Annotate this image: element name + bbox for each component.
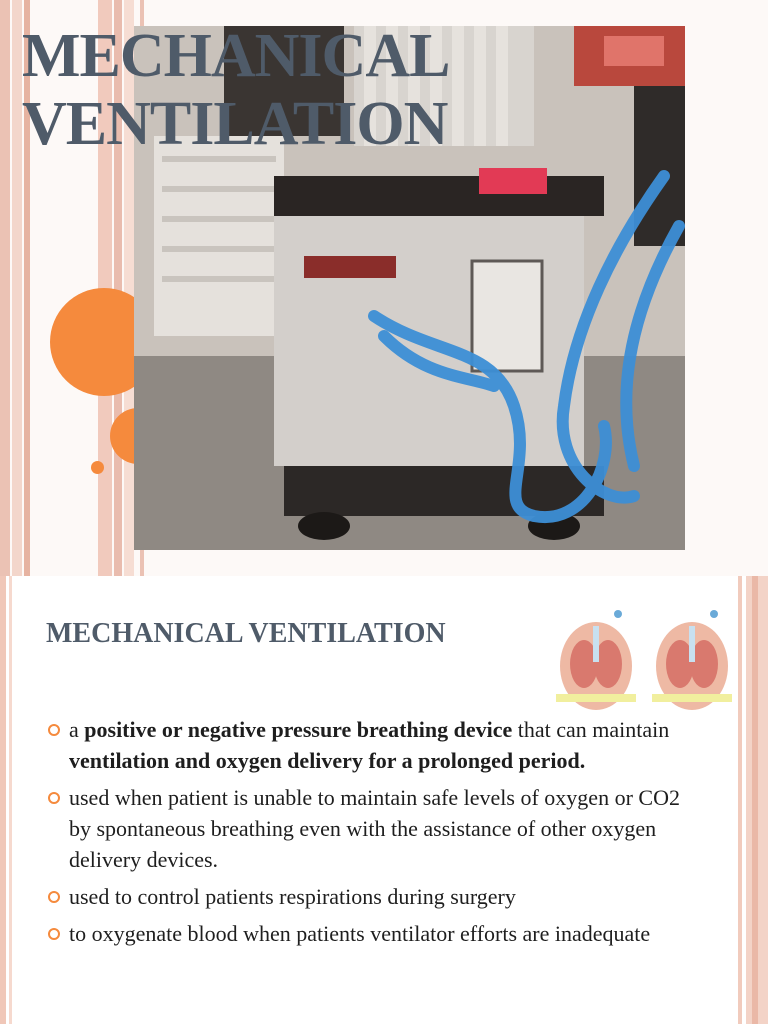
decorative-stripe (752, 576, 758, 1024)
decorative-stripe (0, 576, 6, 1024)
bullet-bold-text: ventilation and oxygen delivery for a prolonged period. (69, 748, 586, 773)
slide-2 (0, 576, 768, 1024)
list-item (46, 918, 686, 949)
bullet-icon (48, 891, 60, 903)
decorative-stripe (738, 576, 742, 1024)
bullet-list (46, 714, 686, 955)
bullet-text: to oxygenate blood when patients ventilator efforts are inadequate (69, 921, 651, 946)
bullet-text: a (69, 717, 85, 742)
decorative-stripe (9, 576, 12, 1024)
list-item (46, 782, 686, 875)
decorative-circle-small (91, 461, 104, 474)
decorative-stripe (12, 0, 22, 576)
bullet-bold-text: positive or negative pressure breathing device (84, 717, 513, 742)
bullet-text: used when patient is unable to maintain safe levels of oxygen or CO2 by spontaneous breathing even with the assistance of other oxygen delivery devices. (69, 785, 680, 872)
lung-anatomy-illustration (556, 606, 636, 716)
bullet-text: that can maintain (512, 717, 670, 742)
slide-2-title: MECHANICAL VENTILATION (46, 618, 446, 649)
bullet-icon (48, 792, 60, 804)
slide-1-title-line-1: MECHANICAL (22, 22, 450, 90)
bullet-icon (48, 724, 60, 736)
bullet-icon (48, 928, 60, 940)
slide-1-title (22, 22, 482, 158)
list-item (46, 881, 686, 912)
bullet-text: used to control patients respirations during surgery (69, 884, 516, 909)
slide-1-title-line-2: VENTILATION (22, 90, 448, 158)
list-item (46, 714, 686, 776)
decorative-stripe (0, 0, 10, 576)
lung-anatomy-illustration (652, 606, 732, 716)
